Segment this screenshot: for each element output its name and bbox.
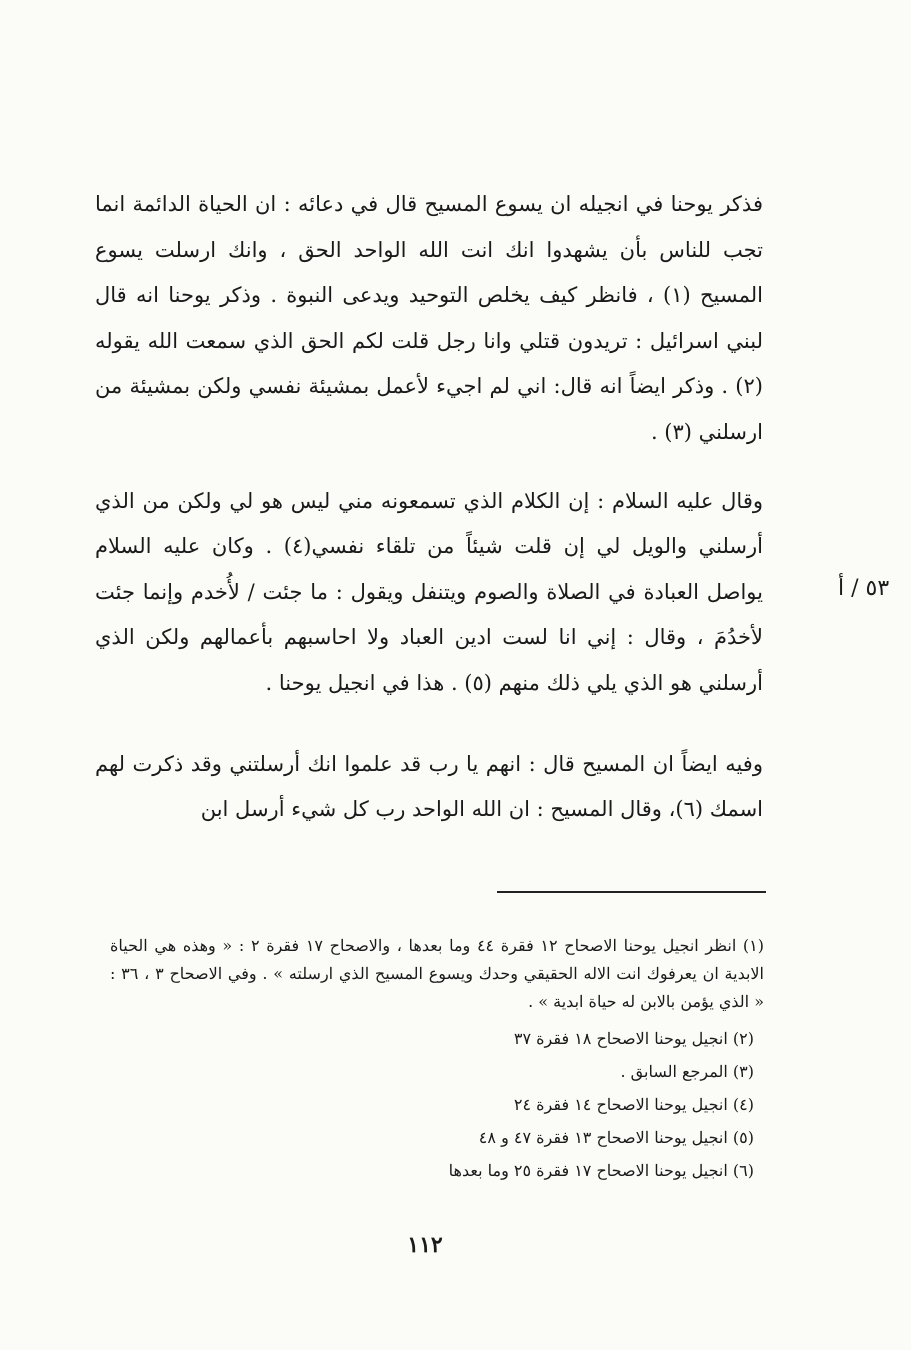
- footnote-5: (٥) انجيل يوحنا الاصحاح ١٣ فقرة ٤٧ و ٤٨: [478, 1128, 754, 1147]
- footnote-4: (٤) انجيل يوحنا الاصحاح ١٤ فقرة ٢٤: [513, 1095, 754, 1114]
- footnote-6: (٦) انجيل يوحنا الاصحاح ١٧ فقرة ٢٥ وما بعدها: [448, 1161, 754, 1180]
- footnote-1: (١) انظر انجيل يوحنا الاصحاح ١٢ فقرة ٤٤ وما بعدها ، والاصحاح ١٧ فقرة ٢ : « وهذه هي الحياة الابدية ان يعرفوك انت الاله الحقيقي وحدك ويسوع المسيح الذي ارسلته » . وفي الاصحاح ٣ ، ٣٦ : « الذي يؤمن بالابن له حياة ابدية » .: [110, 936, 765, 1011]
- paragraph-3: وفيه ايضاً ان المسيح قال : انهم يا رب قد علموا انك أرسلتني وقد ذكرت لهم اسمك (٦)، وقال المسيح : ان الله الواحد رب كل شيء أرسل ابن: [95, 751, 763, 822]
- manuscript-folio-note: ٥٣ / أ: [838, 576, 890, 601]
- main-text: [95, 182, 763, 833]
- footnote-3: (٣) المرجع السابق .: [620, 1062, 754, 1081]
- footnote-2: (٢) انجيل يوحنا الاصحاح ١٨ فقرة ٣٧: [513, 1029, 754, 1048]
- footnotes: [110, 932, 764, 1187]
- footnote-list: [110, 1022, 764, 1187]
- page-number: ١١٢: [407, 1232, 443, 1258]
- paragraph-1: فذكر يوحنا في انجيله ان يسوع المسيح قال في دعائه : ان الحياة الدائمة انما تجب للناس بأن يشهدوا انك انت الله الواحد الحق ، وانك ارسلت يسوع المسيح (١) ، فانظر كيف يخلص التوحيد ويدعى النبوة . وذكر يوحنا انه قال لبني اسرائيل : تريدون قتلي وانا رجل قلت لكم الحق الذي سمعت الله يقوله (٢) . وذكر ايضاً انه قال: اني لم اجيء لأعمل بمشيئة نفسي ولكن بمشيئة من ارسلني (٣) .: [95, 192, 763, 444]
- paragraph-2: وقال عليه السلام : إن الكلام الذي تسمعونه مني ليس هو لي ولكن من الذي أرسلني والويل لي إن قلت شيئاً من تلقاء نفسي(٤) . وكان عليه السلام يواصل العبادة في الصلاة والصوم ويتنفل ويقول : ما جئت / لأُخدم وإنما جئت لأخدُمَ ، وقال : إني انا لست ادين العباد ولا احاسبهم بأعمالهم ولكن الذي أرسلني هو الذي يلي ذلك منهم (٥) . هذا في انجيل يوحنا .: [95, 488, 764, 695]
- footnote-separator: [497, 891, 766, 893]
